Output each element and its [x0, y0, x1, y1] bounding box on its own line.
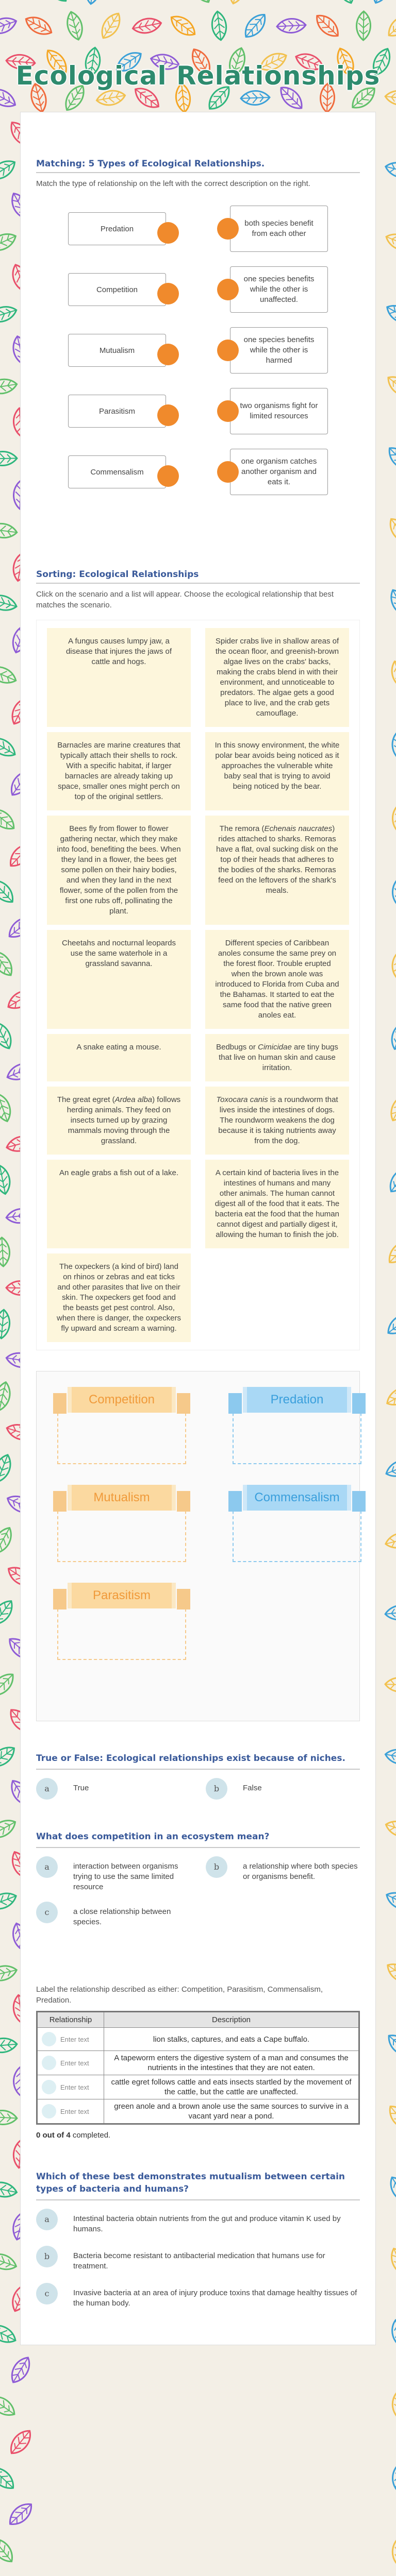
description-cell: lion stalks, captures, and eats a Cape buffalo.	[104, 2028, 359, 2051]
sort-scenario[interactable]: The oxpeckers (a kind of bird) land on rhinos or zebras and eat ticks and other parasites that live on their skin. The oxpeckers get food and the beasts get pest control. Also, when there is danger, the oxpeckers fly upward and scream a warning.	[47, 1253, 191, 1342]
sort-scenario[interactable]: Barnacles are marine creatures that typically attach their shells to rock. With a specific habitat, if larger barnacles are already taking up space, smaller ones might perch on top of the original settlers.	[47, 732, 191, 810]
option-letter-badge[interactable]: c	[36, 1902, 58, 1923]
match-connector-dot[interactable]	[157, 283, 179, 304]
match-right-label: both species benefit from each other	[244, 219, 314, 238]
table-row	[37, 2051, 359, 2075]
completion-progress	[36, 2131, 360, 2140]
option-text: Bacteria become resistant to antibacterial medication that humans use for treatment.	[73, 2251, 325, 2270]
tf-question	[36, 1752, 360, 1800]
sort-scenario[interactable]: An eagle grabs a fish out of a lake.	[47, 1160, 191, 1248]
match-right-item[interactable]	[230, 388, 328, 434]
option-letter-badge[interactable]: a	[36, 2209, 58, 2230]
sort-scenario[interactable]: Spider crabs live in shallow areas of the ocean floor, and greenish-brown algae lives on the crabs' backs, making the crabs blend in with their environment, and unnoticeable to predators. The algae gets a good place to live, and the crab gets camouflage.	[205, 628, 349, 727]
input-marker	[42, 2080, 56, 2094]
sort-scenario[interactable]: Cheetahs and nocturnal leopards use the same waterhole in a grassland savanna.	[47, 930, 191, 1029]
input-marker	[42, 2056, 56, 2070]
match-connector-dot[interactable]	[217, 218, 239, 240]
relationship-input[interactable]	[42, 2104, 100, 2119]
match-right-label: one species benefits while the other is harmed	[243, 335, 315, 365]
sort-bin[interactable]	[57, 1387, 186, 1464]
input-placeholder: Enter text	[60, 2083, 89, 2091]
match-right-label: one species benefits while the other is unaffected.	[243, 275, 315, 304]
sort-scenario[interactable]: A snake eating a mouse.	[47, 1034, 191, 1081]
match-connector-dot[interactable]	[157, 465, 179, 487]
sort-bin[interactable]	[233, 1485, 361, 1562]
option-text: False	[243, 1784, 262, 1792]
match-left-label: Commensalism	[90, 467, 144, 477]
sort-scenario[interactable]: Bedbugs or Cimicidae are tiny bugs that live on human skin and cause irritation.	[205, 1034, 349, 1081]
match-left-item[interactable]	[68, 395, 166, 428]
mutualism-options	[36, 2209, 360, 2309]
tf-options	[36, 1778, 360, 1800]
sorting-instruction: Click on the scenario and a list will appear. Choose the ecological relationship that best matches the scenario.	[36, 590, 334, 609]
option-text: a relationship where both species or organisms benefit.	[243, 1862, 358, 1881]
match-right-label: two organisms fight for limited resources	[240, 401, 318, 420]
relationship-input[interactable]	[42, 2032, 100, 2046]
option-letter-badge[interactable]: b	[206, 1778, 227, 1800]
col-description: Description	[104, 2012, 359, 2028]
sort-bin-dropzone[interactable]	[233, 1408, 361, 1464]
col-relationship: Relationship	[37, 2012, 104, 2028]
match-left-item[interactable]	[68, 334, 166, 367]
relationship-cell[interactable]	[37, 2099, 104, 2124]
mutualism-question	[36, 2171, 360, 2309]
sort-bin[interactable]	[233, 1387, 361, 1464]
sort-bin-label: Predation	[243, 1387, 351, 1413]
match-right-label: one organism catches another organism and eats it.	[241, 457, 317, 486]
competition-option-b[interactable]	[206, 1856, 360, 1892]
sort-scenario[interactable]: In this snowy environment, the white polar bear avoids being noticed as it approaches the vulnerable white baby seal that is trying to avoid being noticed by the bear.	[205, 732, 349, 810]
competition-question	[36, 1831, 360, 1927]
match-left-label: Mutualism	[99, 346, 135, 355]
sort-bin-dropzone[interactable]	[233, 1505, 361, 1562]
option-letter-badge[interactable]: a	[36, 1856, 58, 1878]
table-row	[37, 2075, 359, 2099]
option-text: a close relationship between species.	[73, 1907, 171, 1926]
competition-option-a[interactable]	[36, 1856, 190, 1892]
sort-bin-label: Competition	[68, 1387, 176, 1413]
relationship-cell[interactable]	[37, 2051, 104, 2075]
sorting-items	[47, 628, 349, 1342]
competition-option-c[interactable]	[36, 1902, 190, 1927]
matching-instruction: Match the type of relationship on the left with the correct description on the right.	[36, 179, 310, 188]
matching-section	[36, 154, 360, 502]
sorting-section	[36, 569, 360, 1721]
tf-option-a[interactable]	[36, 1778, 190, 1800]
match-row	[36, 381, 360, 442]
description-cell: A tapeworm enters the digestive system of a man and consumes the nutrients in the intestines that they are not eaten.	[104, 2051, 359, 2075]
sort-bin-dropzone[interactable]	[57, 1603, 186, 1660]
table-row	[37, 2028, 359, 2051]
match-connector-dot[interactable]	[157, 344, 179, 365]
description-cell: green anole and a brown anole use the same sources to survive in a vacant yard near a pond.	[104, 2099, 359, 2124]
sort-scenario[interactable]: The remora (Echenais naucrates) rides attached to sharks. Remoras have a flat, oval sucking disk on the top of their heads that adheres to the bodies of the sharks. Remoras feed on the leftovers of the shark's meals.	[205, 816, 349, 925]
label-table-section	[36, 1984, 360, 2140]
tf-option-b[interactable]	[206, 1778, 360, 1800]
option-letter-badge[interactable]: a	[36, 1778, 58, 1800]
sorting-title: Sorting: Ecological Relationships	[36, 569, 360, 584]
option-text: True	[73, 1784, 89, 1792]
match-row	[36, 198, 360, 259]
match-connector-dot[interactable]	[157, 222, 179, 244]
mutualism-option-a[interactable]	[36, 2209, 360, 2234]
input-marker	[42, 2104, 56, 2119]
option-text: interaction between organisms trying to use the same limited resource	[73, 1862, 178, 1891]
sort-scenario[interactable]: Toxocara canis is a roundworm that lives inside the intestines of dogs. The roundworm weakens the dog because it is taking nutrients away from the dog.	[205, 1087, 349, 1155]
input-marker	[42, 2032, 56, 2046]
sort-bin[interactable]	[57, 1485, 186, 1562]
sorting-bins	[36, 1371, 360, 1721]
option-letter-badge[interactable]: b	[206, 1856, 227, 1878]
option-letter-badge[interactable]: c	[36, 2283, 58, 2304]
match-left-label: Competition	[96, 285, 138, 294]
sort-bin[interactable]	[57, 1583, 186, 1660]
tf-question-title: True or False: Ecological relationships exist because of niches.	[36, 1752, 360, 1770]
match-row	[36, 320, 360, 381]
option-letter-badge[interactable]: b	[36, 2246, 58, 2267]
match-row	[36, 442, 360, 502]
sort-bin-label: Parasitism	[68, 1583, 176, 1608]
label-table	[36, 2011, 360, 2125]
match-right-item[interactable]	[230, 206, 328, 252]
match-connector-dot[interactable]	[217, 340, 239, 361]
match-left-item[interactable]	[68, 455, 166, 488]
table-row	[37, 2099, 359, 2124]
sort-bin-dropzone[interactable]	[57, 1408, 186, 1464]
match-connector-dot[interactable]	[217, 461, 239, 483]
progress-count: 0 out of 4	[36, 2131, 71, 2140]
input-placeholder: Enter text	[60, 2107, 89, 2115]
match-left-item[interactable]	[68, 273, 166, 306]
match-row	[36, 259, 360, 320]
description-cell: cattle egret follows cattle and eats insects startled by the movement of the cattle, but the cattle are unaffected.	[104, 2075, 359, 2099]
sort-scenario[interactable]: Different species of Caribbean anoles consume the same prey on the forest floor. Trouble erupted when the brown anole was introduced to Florida from Cuba and the Bahamas. It started to eat the same food that the native green anoles eat.	[205, 930, 349, 1029]
match-right-item[interactable]	[230, 449, 328, 495]
match-left-item[interactable]	[68, 212, 166, 245]
progress-suffix: completed.	[72, 2131, 111, 2140]
sort-bin-label: Mutualism	[68, 1485, 176, 1511]
match-left-label: Parasitism	[98, 406, 135, 416]
matching-title: Matching: 5 Types of Ecological Relationships.	[36, 159, 360, 173]
sort-scenario[interactable]: A certain kind of bacteria lives in the intestines of humans and many other animals. The human cannot digest all of the food that it eats. The bacteria eat the food that the human cannot digest and partially digest it, allowing the human to finish the job.	[205, 1160, 349, 1248]
relationship-cell[interactable]	[37, 2075, 104, 2099]
relationship-input[interactable]	[42, 2080, 100, 2094]
sort-bin-dropzone[interactable]	[57, 1505, 186, 1562]
match-left-label: Predation	[100, 224, 134, 233]
input-placeholder: Enter text	[60, 2035, 89, 2043]
page-title: Ecological Relationships	[15, 61, 381, 91]
sort-scenario[interactable]: A fungus causes lumpy jaw, a disease that injures the jaws of cattle and hogs.	[47, 628, 191, 727]
mutualism-option-b[interactable]	[36, 2246, 360, 2272]
relationship-cell[interactable]	[37, 2028, 104, 2051]
content-card	[20, 112, 376, 2345]
mutualism-question-title: Which of these best demonstrates mutualism between certain types of bacteria and humans?	[36, 2171, 360, 2200]
sort-scenario[interactable]: Bees fly from flower to flower gathering nectar, which they make into food, benefiting the bees. When they land in a flower, the bees get some pollen on their hairy bodies, and when they land in the next flower, some of the pollen from the first one rubs off, pollinating the plant.	[47, 816, 191, 925]
relationship-input[interactable]	[42, 2056, 100, 2070]
option-text: Invasive bacteria at an area of injury produce toxins that damage healthy tissues of the human body.	[73, 2289, 357, 2308]
mutualism-option-c[interactable]	[36, 2283, 360, 2309]
sort-bin-label: Commensalism	[243, 1485, 351, 1511]
sort-scenario[interactable]: The great egret (Ardea alba) follows herding animals. They feed on insects turned up by grazing mammals moving through the grassland.	[47, 1087, 191, 1155]
competition-options	[36, 1856, 360, 1927]
option-text: Intestinal bacteria obtain nutrients from the gut and produce vitamin K used by humans.	[73, 2214, 341, 2233]
input-placeholder: Enter text	[60, 2059, 89, 2067]
match-right-item[interactable]	[230, 327, 328, 374]
match-connector-dot[interactable]	[157, 404, 179, 426]
match-right-item[interactable]	[230, 266, 328, 313]
match-connector-dot[interactable]	[217, 279, 239, 300]
competition-question-title: What does competition in an ecosystem mean?	[36, 1831, 360, 1848]
label-table-instruction: Label the relationship described as either: Competition, Parasitism, Commensalism, Predation.	[36, 1985, 323, 2005]
matching-rows	[36, 198, 360, 502]
match-connector-dot[interactable]	[217, 400, 239, 422]
